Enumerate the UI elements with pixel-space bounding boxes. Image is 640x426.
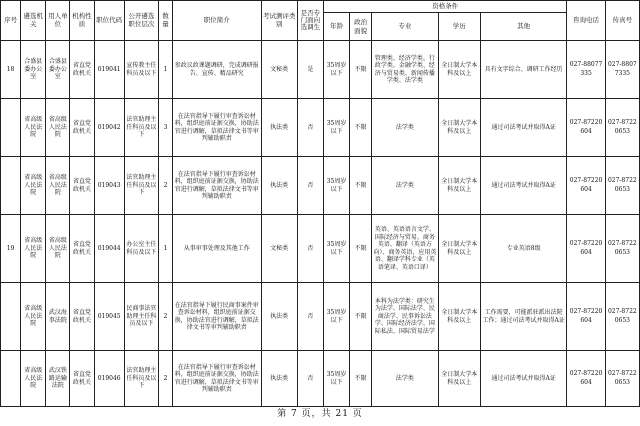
cell-code: 019042 [94, 99, 124, 157]
cell-level: 办公室主任科员及以下 [124, 215, 158, 283]
cell-age: 35周岁以下 [323, 283, 349, 351]
cell-tel: 027-87220604 [567, 99, 605, 157]
cell-tel: 027-87220604 [567, 283, 605, 351]
cell-education: 全日制大学本科及以上 [438, 157, 480, 215]
cell-age: 35周岁以下 [323, 351, 349, 407]
cell-intro: 在法官指导下履行民商事案件审查诉讼材料，组织庭前证据交换，协助法官进行调解，草拟法律文书等审判辅助职责 [173, 283, 262, 351]
cell-employer: 省高级人民法院 [46, 157, 70, 215]
cell-nature: 省直党政机关 [70, 41, 94, 99]
cell-intro: 在法官指导下履行审查诉讼材料，组织庭前证据交换，协助法官进行调解，草拟法律文书等审判辅助职责 [173, 351, 262, 407]
cell-politics: 不限 [350, 99, 372, 157]
cell-level: 民商事法官助理主任科员及以下 [124, 283, 158, 351]
cell-employer: 省高级人民法院 [46, 99, 70, 157]
cell-education: 全日制大学本科及以上 [438, 351, 480, 407]
cell-seq [1, 283, 21, 351]
cell-education: 全日制大学本科及以上 [438, 41, 480, 99]
header-nature: 机构性质 [70, 1, 94, 41]
cell-tel: 027-87220604 [567, 157, 605, 215]
cell-fax: 027-87220653 [605, 215, 639, 283]
header-other: 其他 [480, 13, 567, 41]
cell-major: 法学类 [372, 157, 438, 215]
header-major: 专业 [372, 13, 438, 41]
cell-exam: 执法类 [261, 99, 297, 157]
cell-employer: 武汉海事法院 [46, 283, 70, 351]
cell-other: 通过司法考试并取得A证 [480, 157, 567, 215]
cell-exam: 文秘类 [261, 215, 297, 283]
cell-level: 法官助理主任科员及以下 [124, 157, 158, 215]
cell-employer: 武汉铁路运输法院 [46, 351, 70, 407]
cell-fax: 027-87220653 [605, 283, 639, 351]
cell-fax: 027-87220653 [605, 99, 639, 157]
table-row [1, 41, 640, 99]
cell-interview: 否 [297, 157, 323, 215]
cell-count: 3 [158, 99, 172, 157]
cell-major: 法学类 [372, 351, 438, 407]
header-age: 年龄 [323, 13, 349, 41]
header-tel: 咨询电话 [567, 1, 605, 41]
cell-education: 全日制大学本科及以上 [438, 283, 480, 351]
cell-count: 1 [158, 41, 172, 99]
cell-org: 省高级人民法院 [21, 157, 46, 215]
cell-tel: 027-88077335 [567, 41, 605, 99]
cell-nature: 省直党政机关 [70, 157, 94, 215]
cell-count: 2 [158, 351, 172, 407]
header-level: 公开遴选职位层次 [124, 1, 158, 41]
cell-seq [1, 157, 21, 215]
cell-other: 通过司法考试并取得A证 [480, 99, 567, 157]
cell-seq [1, 99, 21, 157]
cell-seq: 18 [1, 41, 21, 99]
cell-employer: 省高级人民法院 [46, 215, 70, 283]
cell-exam: 执法类 [261, 283, 297, 351]
cell-org: 省高级人民法院 [21, 283, 46, 351]
cell-politics: 不限 [350, 215, 372, 283]
cell-seq [1, 351, 21, 407]
cell-politics: 不限 [350, 41, 372, 99]
cell-nature: 省直党政机关 [70, 99, 94, 157]
table-row [1, 157, 640, 215]
cell-exam: 执法类 [261, 157, 297, 215]
cell-org: 合盛县委办公室 [21, 41, 46, 99]
cell-age: 35周岁以下 [323, 99, 349, 157]
cell-fax: 027-87220653 [605, 157, 639, 215]
page-footer: 第 7 页，共 21 页 [277, 409, 363, 419]
cell-major: 英语、英语语言文学、国际经济与贸易、商务英语、翻译（英语方向）、商务英语、应用英语、翻译学科专业（英语笔译、英语口译） [372, 215, 438, 283]
cell-nature: 省直党政机关 [70, 215, 94, 283]
cell-interview: 否 [297, 351, 323, 407]
cell-tel: 027-87220604 [567, 351, 605, 407]
cell-employer: 合盛县委办公室 [46, 41, 70, 99]
cell-count: 1 [158, 215, 172, 283]
cell-major: 法学类 [372, 99, 438, 157]
cell-age: 35周岁以下 [323, 157, 349, 215]
table-row [1, 283, 640, 351]
header-exam: 考试测评类别 [261, 1, 297, 41]
cell-interview: 否 [297, 283, 323, 351]
table-row [1, 99, 640, 157]
header-intro: 职位简介 [173, 1, 262, 41]
cell-code: 019046 [94, 351, 124, 407]
cell-code: 019043 [94, 157, 124, 215]
header-requirements: 资格条件 [323, 1, 566, 13]
cell-interview: 否 [297, 99, 323, 157]
cell-education: 全日制大学本科及以上 [438, 99, 480, 157]
cell-tel: 027-87220604 [567, 215, 605, 283]
cell-education: 全日制大学本科及以上 [438, 215, 480, 283]
table-row [1, 351, 640, 407]
cell-intro: 参政议政课题调研，完成调研报告、宣传、精品研究 [173, 41, 262, 99]
cell-intro: 从事审事处理及其他工作 [173, 215, 262, 283]
cell-nature: 省直党政机关 [70, 283, 94, 351]
header-politics: 政治面貌 [350, 13, 372, 41]
cell-exam: 文秘类 [261, 41, 297, 99]
cell-major: 管理类、经济学类、行政学类、金融学类、经济与贸易类、新闻传播学类、法学类 [372, 41, 438, 99]
cell-org: 省高级人民法院 [21, 99, 46, 157]
cell-code: 019045 [94, 283, 124, 351]
cell-level: 法官助理主任科员及以下 [124, 99, 158, 157]
cell-nature: 省直党政机关 [70, 351, 94, 407]
cell-count: 2 [158, 283, 172, 351]
header-seq: 序号 [1, 1, 21, 41]
cell-intro: 在法官指导下履行审查诉讼材料，组织庭前证据交换，协助法官进行调解，草拟法律文书等审判辅助职责 [173, 157, 262, 215]
cell-age: 35周岁以下 [323, 215, 349, 283]
cell-other: 通过司法考试并取得A证 [480, 351, 567, 407]
cell-fax: 027-88077335 [605, 41, 639, 99]
cell-age: 35周岁以下 [323, 41, 349, 99]
header-org: 遴选机关 [21, 1, 46, 41]
cell-count: 2 [158, 157, 172, 215]
cell-other: 具有文字综合、调研工作经历 [480, 41, 567, 99]
header-count: 数量 [158, 1, 172, 41]
cell-level: 法官助理主任科员及以下 [124, 351, 158, 407]
cell-exam: 执法类 [261, 351, 297, 407]
cell-code: 019041 [94, 41, 124, 99]
header-code: 职位代码 [94, 1, 124, 41]
cell-org: 省高级人民法院 [21, 351, 46, 407]
cell-interview: 否 [297, 215, 323, 283]
cell-code: 019044 [94, 215, 124, 283]
cell-org: 省高级人民法院 [21, 215, 46, 283]
cell-fax: 027-87220653 [605, 351, 639, 407]
header-employer: 用人单位 [46, 1, 70, 41]
cell-politics: 不限 [350, 157, 372, 215]
header-interview: 是否专门面向选调生 [297, 1, 323, 41]
cell-interview: 是 [297, 41, 323, 99]
header-education: 学历 [438, 13, 480, 41]
cell-intro: 在法官指导下履行审查诉讼材料，组织庭前证据交换，协助法官进行调解，草拟法律文书等审判辅助职责 [173, 99, 262, 157]
cell-politics: 不限 [350, 283, 372, 351]
table-row [1, 215, 640, 283]
cell-major: 本科为法学类：研究生为法学、国际法学、民商法学、民事诉讼法学、国际经济法学、国际私法、国际贸易法学 [372, 283, 438, 351]
cell-level: 宣传教主任科员及以下 [124, 41, 158, 99]
cell-other: 工作需要，可能派驻派出法院工作；通过司法考试并取得A证 [480, 283, 567, 351]
cell-other: 专业英语8级 [480, 215, 567, 283]
cell-seq: 19 [1, 215, 21, 283]
cell-politics: 不限 [350, 351, 372, 407]
header-fax: 传真号 [605, 1, 639, 41]
